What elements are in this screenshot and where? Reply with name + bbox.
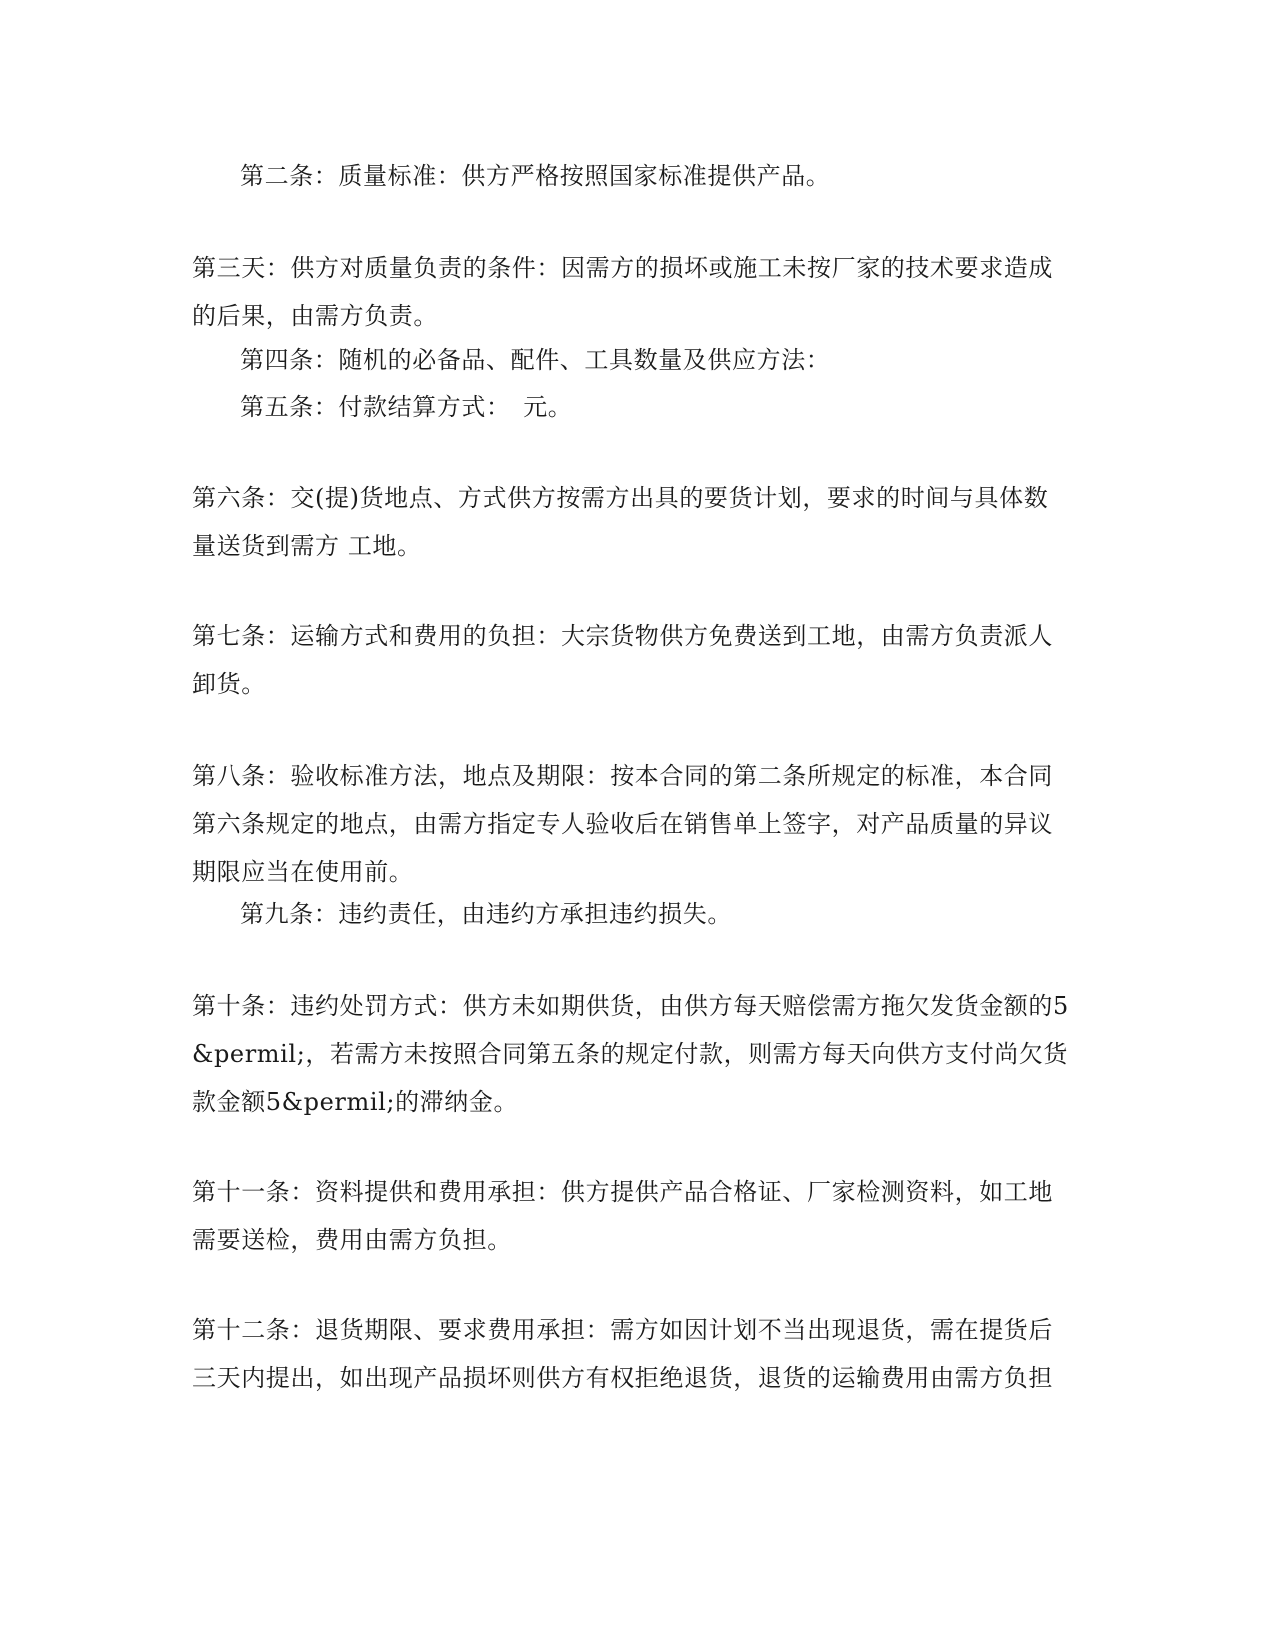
clause-9-line-1: 第九条：违约责任，由违约方承担违约损失。 [240, 900, 732, 928]
clause-8-line-3: 期限应当在使用前。 [192, 858, 414, 886]
clause-11-line-2: 需要送检，费用由需方负担。 [192, 1226, 512, 1254]
clause-10-line-2: &permil;，若需方未按照合同第五条的规定付款，则需方每天向供方支付尚欠货 [192, 1040, 1068, 1068]
clause-12 [192, 1306, 1072, 1402]
clause-10 [192, 982, 1072, 1126]
clause-7-line-2: 卸货。 [192, 670, 266, 698]
clause-11-line-1: 第十一条：资料提供和费用承担：供方提供产品合格证、厂家检测资料，如工地 [192, 1178, 1053, 1206]
clause-8-line-1: 第八条：验收标准方法，地点及期限：按本合同的第二条所规定的标准，本合同 [192, 762, 1053, 790]
clause-4 [240, 336, 1072, 384]
clause-6-line-1: 第六条：交(提)货地点、方式供方按需方出具的要货计划，要求的时间与具体数 [192, 484, 1049, 512]
clause-12-line-2: 三天内提出，如出现产品损坏则供方有权拒绝退货，退货的运输费用由需方负担 [192, 1364, 1053, 1392]
clause-10-line-3: 款金额5&permil;的滞纳金。 [192, 1088, 519, 1116]
clause-3-line-2: 的后果，由需方负责。 [192, 302, 438, 330]
clause-4-line-1: 第四条：随机的必备品、配件、工具数量及供应方法： [240, 346, 831, 374]
clause-8-line-2: 第六条规定的地点，由需方指定专人验收后在销售单上签字，对产品质量的异议 [192, 810, 1053, 838]
clause-7-line-1: 第七条：运输方式和费用的负担：大宗货物供方免费送到工地，由需方负责派人 [192, 622, 1053, 650]
clause-7 [192, 612, 1072, 708]
clause-10-line-1: 第十条：违约处罚方式：供方未如期供货，由供方每天赔偿需方拖欠发货金额的5 [192, 992, 1069, 1020]
clause-6-line-2: 量送货到需方 工地。 [192, 532, 422, 560]
clause-2-line-1: 第二条：质量标准：供方严格按照国家标准提供产品。 [240, 162, 831, 190]
clause-3 [192, 244, 1072, 340]
clause-5 [240, 383, 1072, 431]
clause-6 [192, 474, 1072, 570]
clause-5-line-1: 第五条：付款结算方式： 元。 [240, 393, 573, 421]
clause-12-line-1: 第十二条：退货期限、要求费用承担：需方如因计划不当出现退货，需在提货后 [192, 1316, 1053, 1344]
clause-3-line-1: 第三天：供方对质量负责的条件：因需方的损坏或施工未按厂家的技术要求造成 [192, 254, 1053, 282]
clause-11 [192, 1168, 1072, 1264]
clause-2 [240, 152, 1072, 200]
clause-9 [240, 890, 1072, 938]
clause-8 [192, 752, 1072, 896]
